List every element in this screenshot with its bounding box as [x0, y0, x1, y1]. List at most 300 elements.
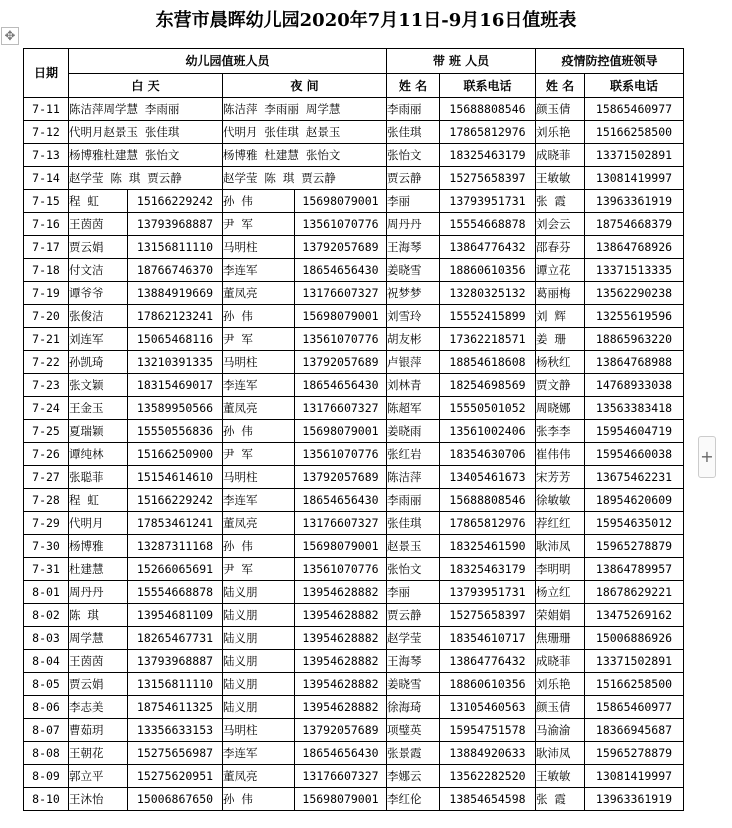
leader-phone-cell: 15275658397	[440, 167, 536, 190]
leader-phone-cell: 13864776432	[440, 650, 536, 673]
day-staff-phone: 13356633153	[128, 719, 223, 742]
epidemic-name-cell: 徐敏敏	[536, 489, 585, 512]
epidemic-name-cell: 王敏敏	[536, 765, 585, 788]
leader-name-cell: 贾云静	[387, 167, 440, 190]
night-staff-name: 陆义朋	[223, 581, 295, 604]
table-row	[24, 144, 684, 167]
day-staff-name: 陈 琪	[69, 604, 128, 627]
day-staff-name: 贾云娟	[69, 236, 128, 259]
leader-name-cell: 周丹丹	[387, 213, 440, 236]
night-staff-phone: 18654656430	[295, 259, 387, 282]
day-staff-name: 张文颖	[69, 374, 128, 397]
day-staff-name: 王金玉	[69, 397, 128, 420]
day-staff-cell: 杨博雅杜建慧 张怡文	[69, 144, 223, 167]
night-staff-name: 陆义朋	[223, 696, 295, 719]
night-staff-phone: 15698079001	[295, 420, 387, 443]
day-staff-cell: 代明月赵景玉 张佳琪	[69, 121, 223, 144]
epidemic-phone-cell: 15006886926	[585, 627, 684, 650]
night-staff-name: 李连军	[223, 259, 295, 282]
day-staff-name: 李志美	[69, 696, 128, 719]
epidemic-phone-cell: 13864789957	[585, 558, 684, 581]
epidemic-name-cell: 刘 辉	[536, 305, 585, 328]
table-row	[24, 765, 684, 788]
night-staff-phone: 13792057689	[295, 236, 387, 259]
epidemic-phone-cell: 18678629221	[585, 581, 684, 604]
table-row	[24, 121, 684, 144]
night-staff-phone: 15698079001	[295, 788, 387, 811]
date-cell: 8-04	[24, 650, 69, 673]
epidemic-phone-cell: 13081419997	[585, 167, 684, 190]
day-staff-phone: 15166229242	[128, 190, 223, 213]
night-staff-phone: 13954628882	[295, 581, 387, 604]
header-leader-name: 姓 名	[387, 74, 440, 98]
table-row	[24, 788, 684, 811]
leader-name-cell: 姜晓雪	[387, 259, 440, 282]
leader-name-cell: 张佳琪	[387, 121, 440, 144]
leader-phone-cell: 18860610356	[440, 259, 536, 282]
epidemic-phone-cell: 15954604719	[585, 420, 684, 443]
epidemic-name-cell: 周晓娜	[536, 397, 585, 420]
date-cell: 8-08	[24, 742, 69, 765]
table-row	[24, 650, 684, 673]
leader-phone-cell: 18354630706	[440, 443, 536, 466]
leader-phone-cell: 15550501052	[440, 397, 536, 420]
epidemic-name-cell: 马渝渝	[536, 719, 585, 742]
table-row	[24, 443, 684, 466]
date-cell: 8-09	[24, 765, 69, 788]
leader-phone-cell: 13561002406	[440, 420, 536, 443]
day-staff-cell: 陈洁萍周学慧 李雨丽	[69, 98, 223, 121]
epidemic-phone-cell: 13371502891	[585, 144, 684, 167]
epidemic-phone-cell: 15865460977	[585, 696, 684, 719]
night-staff-phone: 18654656430	[295, 742, 387, 765]
day-staff-phone: 13589950566	[128, 397, 223, 420]
leader-name-cell: 李雨丽	[387, 98, 440, 121]
epidemic-phone-cell: 13475269162	[585, 604, 684, 627]
header-epidemic-name: 姓 名	[536, 74, 585, 98]
day-staff-phone: 15065468116	[128, 328, 223, 351]
day-staff-name: 张俊洁	[69, 305, 128, 328]
night-staff-name: 董凤亮	[223, 512, 295, 535]
table-row	[24, 282, 684, 305]
date-cell: 7-22	[24, 351, 69, 374]
epidemic-name-cell: 成晓菲	[536, 650, 585, 673]
night-staff-phone: 13176607327	[295, 282, 387, 305]
night-staff-name: 孙 伟	[223, 420, 295, 443]
leader-phone-cell: 17865812976	[440, 512, 536, 535]
leader-phone-cell: 18354610717	[440, 627, 536, 650]
epidemic-name-cell: 杨秋红	[536, 351, 585, 374]
night-staff-phone: 18654656430	[295, 489, 387, 512]
leader-name-cell: 贾云静	[387, 604, 440, 627]
day-staff-phone: 15266065691	[128, 558, 223, 581]
day-staff-phone: 13287311168	[128, 535, 223, 558]
date-cell: 7-29	[24, 512, 69, 535]
night-staff-name: 孙 伟	[223, 788, 295, 811]
day-staff-phone: 13954681109	[128, 604, 223, 627]
epidemic-name-cell: 张李李	[536, 420, 585, 443]
day-staff-name: 贾云娟	[69, 673, 128, 696]
date-cell: 7-25	[24, 420, 69, 443]
date-cell: 8-07	[24, 719, 69, 742]
leader-phone-cell: 15688808546	[440, 489, 536, 512]
night-staff-name: 孙 伟	[223, 535, 295, 558]
day-staff-name: 郭立平	[69, 765, 128, 788]
date-cell: 8-01	[24, 581, 69, 604]
epidemic-name-cell: 王敏敏	[536, 167, 585, 190]
add-column-icon[interactable]: +	[698, 436, 716, 478]
leader-name-cell: 张怡文	[387, 144, 440, 167]
leader-name-cell: 赵学莹	[387, 627, 440, 650]
leader-name-cell: 祝梦梦	[387, 282, 440, 305]
day-staff-cell: 赵学莹 陈 琪 贾云静	[69, 167, 223, 190]
leader-phone-cell: 13562282520	[440, 765, 536, 788]
night-staff-phone: 18654656430	[295, 374, 387, 397]
table-row	[24, 558, 684, 581]
epidemic-phone-cell: 13081419997	[585, 765, 684, 788]
date-cell: 7-21	[24, 328, 69, 351]
table-move-handle-icon[interactable]: ✥	[1, 27, 19, 45]
leader-phone-cell: 18860610356	[440, 673, 536, 696]
table-row	[24, 627, 684, 650]
night-staff-phone: 13954628882	[295, 673, 387, 696]
leader-name-cell: 张怡文	[387, 558, 440, 581]
night-staff-phone: 13561070776	[295, 443, 387, 466]
table-row	[24, 466, 684, 489]
leader-name-cell: 李娜云	[387, 765, 440, 788]
day-staff-name: 谭纯林	[69, 443, 128, 466]
header-date: 日期	[24, 49, 69, 98]
night-staff-phone: 13561070776	[295, 558, 387, 581]
night-staff-name: 李连军	[223, 742, 295, 765]
day-staff-phone: 15006867650	[128, 788, 223, 811]
night-staff-cell: 赵学莹 陈 琪 贾云静	[223, 167, 387, 190]
date-cell: 7-20	[24, 305, 69, 328]
date-cell: 8-10	[24, 788, 69, 811]
day-staff-phone: 18265467731	[128, 627, 223, 650]
leader-phone-cell: 13105460563	[440, 696, 536, 719]
epidemic-phone-cell: 15865460977	[585, 98, 684, 121]
night-staff-name: 李连军	[223, 374, 295, 397]
table-row	[24, 489, 684, 512]
night-staff-phone: 13954628882	[295, 650, 387, 673]
night-staff-phone: 13792057689	[295, 351, 387, 374]
date-cell: 8-05	[24, 673, 69, 696]
night-staff-name: 陆义朋	[223, 673, 295, 696]
epidemic-name-cell: 焦珊珊	[536, 627, 585, 650]
table-row	[24, 328, 684, 351]
epidemic-phone-cell: 14768933038	[585, 374, 684, 397]
day-staff-phone: 15554668878	[128, 581, 223, 604]
date-cell: 7-17	[24, 236, 69, 259]
leader-name-cell: 李红伦	[387, 788, 440, 811]
leader-phone-cell: 17865812976	[440, 121, 536, 144]
table-row	[24, 420, 684, 443]
day-staff-name: 张聪菲	[69, 466, 128, 489]
table-row	[24, 673, 684, 696]
header-kindergarten-staff: 幼儿园值班人员	[69, 49, 387, 74]
epidemic-name-cell: 谭立花	[536, 259, 585, 282]
epidemic-phone-cell: 15166258500	[585, 121, 684, 144]
leader-phone-cell: 13405461673	[440, 466, 536, 489]
leader-name-cell: 胡友彬	[387, 328, 440, 351]
epidemic-name-cell: 姜 珊	[536, 328, 585, 351]
leader-name-cell: 刘林青	[387, 374, 440, 397]
epidemic-phone-cell: 13371513335	[585, 259, 684, 282]
leader-name-cell: 王海琴	[387, 236, 440, 259]
epidemic-name-cell: 葛丽梅	[536, 282, 585, 305]
day-staff-name: 杨博雅	[69, 535, 128, 558]
leader-phone-cell: 15554668878	[440, 213, 536, 236]
epidemic-phone-cell: 18954620609	[585, 489, 684, 512]
leader-phone-cell: 13793951731	[440, 190, 536, 213]
epidemic-name-cell: 杨立红	[536, 581, 585, 604]
epidemic-phone-cell: 13864768926	[585, 236, 684, 259]
leader-phone-cell: 15552415899	[440, 305, 536, 328]
leader-name-cell: 陈超军	[387, 397, 440, 420]
epidemic-phone-cell: 15954660038	[585, 443, 684, 466]
day-staff-phone: 15275656987	[128, 742, 223, 765]
table-row	[24, 742, 684, 765]
day-staff-name: 王沐怡	[69, 788, 128, 811]
header-night: 夜 间	[223, 74, 387, 98]
date-cell: 8-02	[24, 604, 69, 627]
leader-name-cell: 项璧英	[387, 719, 440, 742]
day-staff-phone: 15166250900	[128, 443, 223, 466]
duty-table-body	[24, 98, 684, 811]
epidemic-phone-cell: 13562290238	[585, 282, 684, 305]
date-cell: 7-14	[24, 167, 69, 190]
night-staff-name: 董凤亮	[223, 282, 295, 305]
day-staff-name: 刘连军	[69, 328, 128, 351]
leader-name-cell: 姜晓雨	[387, 420, 440, 443]
table-row	[24, 512, 684, 535]
night-staff-name: 尹 军	[223, 213, 295, 236]
table-row	[24, 719, 684, 742]
date-cell: 7-24	[24, 397, 69, 420]
night-staff-phone: 13792057689	[295, 719, 387, 742]
date-cell: 7-13	[24, 144, 69, 167]
leader-name-cell: 张佳琪	[387, 512, 440, 535]
epidemic-name-cell: 张 霞	[536, 190, 585, 213]
leader-name-cell: 李丽	[387, 581, 440, 604]
day-staff-name: 曹茹玥	[69, 719, 128, 742]
leader-name-cell: 李雨丽	[387, 489, 440, 512]
leader-name-cell: 李丽	[387, 190, 440, 213]
day-staff-phone: 13210391335	[128, 351, 223, 374]
leader-phone-cell: 15275658397	[440, 604, 536, 627]
epidemic-name-cell: 宋芳芳	[536, 466, 585, 489]
night-staff-cell: 杨博雅 杜建慧 张怡文	[223, 144, 387, 167]
epidemic-phone-cell: 15965278879	[585, 742, 684, 765]
day-staff-phone: 15166229242	[128, 489, 223, 512]
epidemic-phone-cell: 18754668379	[585, 213, 684, 236]
leader-name-cell: 王海琴	[387, 650, 440, 673]
header-epidemic-leader: 疫情防控值班领导	[536, 49, 684, 74]
date-cell: 8-06	[24, 696, 69, 719]
table-row	[24, 397, 684, 420]
day-staff-name: 代明月	[69, 512, 128, 535]
table-row	[24, 167, 684, 190]
date-cell: 7-16	[24, 213, 69, 236]
night-staff-phone: 13792057689	[295, 466, 387, 489]
date-cell: 7-28	[24, 489, 69, 512]
night-staff-phone: 13954628882	[295, 696, 387, 719]
date-cell: 8-03	[24, 627, 69, 650]
night-staff-phone: 15698079001	[295, 190, 387, 213]
night-staff-phone: 13954628882	[295, 604, 387, 627]
epidemic-name-cell: 耿沛凤	[536, 535, 585, 558]
leader-name-cell: 赵景玉	[387, 535, 440, 558]
day-staff-phone: 13793968887	[128, 213, 223, 236]
day-staff-phone: 13156811110	[128, 236, 223, 259]
day-staff-name: 孙凯琦	[69, 351, 128, 374]
night-staff-name: 董凤亮	[223, 397, 295, 420]
leader-phone-cell: 17362218571	[440, 328, 536, 351]
day-staff-name: 周丹丹	[69, 581, 128, 604]
night-staff-phone: 13176607327	[295, 512, 387, 535]
day-staff-name: 程 虹	[69, 489, 128, 512]
epidemic-name-cell: 颜玉倩	[536, 696, 585, 719]
night-staff-name: 马明柱	[223, 466, 295, 489]
table-row	[24, 236, 684, 259]
epidemic-name-cell: 刘乐艳	[536, 673, 585, 696]
epidemic-phone-cell: 13371502891	[585, 650, 684, 673]
date-cell: 7-23	[24, 374, 69, 397]
header-leader: 带 班 人员	[387, 49, 536, 74]
night-staff-name: 尹 军	[223, 443, 295, 466]
day-staff-phone: 18766746370	[128, 259, 223, 282]
day-staff-name: 周学慧	[69, 627, 128, 650]
epidemic-phone-cell: 13675462231	[585, 466, 684, 489]
page-title: 东营市晨晖幼儿园2020年7月11日-9月16日值班表	[155, 10, 577, 31]
epidemic-name-cell: 刘乐艳	[536, 121, 585, 144]
epidemic-phone-cell: 13963361919	[585, 190, 684, 213]
night-staff-name: 尹 军	[223, 558, 295, 581]
header-epidemic-phone: 联系电话	[585, 74, 684, 98]
table-row	[24, 374, 684, 397]
night-staff-name: 陆义朋	[223, 650, 295, 673]
epidemic-name-cell: 邵春芬	[536, 236, 585, 259]
date-cell: 7-15	[24, 190, 69, 213]
day-staff-phone: 15154614610	[128, 466, 223, 489]
day-staff-phone: 15275620951	[128, 765, 223, 788]
leader-name-cell: 张红岩	[387, 443, 440, 466]
night-staff-phone: 13561070776	[295, 213, 387, 236]
night-staff-name: 陆义朋	[223, 604, 295, 627]
night-staff-phone: 13561070776	[295, 328, 387, 351]
day-staff-phone: 17853461241	[128, 512, 223, 535]
night-staff-name: 陆义朋	[223, 627, 295, 650]
epidemic-name-cell: 崔伟伟	[536, 443, 585, 466]
table-row	[24, 351, 684, 374]
date-cell: 7-18	[24, 259, 69, 282]
night-staff-phone: 13954628882	[295, 627, 387, 650]
leader-phone-cell: 18325463179	[440, 144, 536, 167]
epidemic-name-cell: 荣娟娟	[536, 604, 585, 627]
epidemic-phone-cell: 13963361919	[585, 788, 684, 811]
table-row	[24, 305, 684, 328]
epidemic-name-cell: 刘会云	[536, 213, 585, 236]
epidemic-phone-cell: 18865963220	[585, 328, 684, 351]
table-row	[24, 696, 684, 719]
epidemic-phone-cell: 18366945687	[585, 719, 684, 742]
epidemic-name-cell: 李明明	[536, 558, 585, 581]
epidemic-phone-cell: 13864768988	[585, 351, 684, 374]
night-staff-name: 尹 军	[223, 328, 295, 351]
leader-name-cell: 刘雪玲	[387, 305, 440, 328]
leader-phone-cell: 18254698569	[440, 374, 536, 397]
leader-phone-cell: 13280325132	[440, 282, 536, 305]
day-staff-name: 王朝花	[69, 742, 128, 765]
date-cell: 7-26	[24, 443, 69, 466]
day-staff-name: 程 虹	[69, 190, 128, 213]
epidemic-name-cell: 颜玉倩	[536, 98, 585, 121]
night-staff-name: 马明柱	[223, 719, 295, 742]
night-staff-cell: 陈洁萍 李雨丽 周学慧	[223, 98, 387, 121]
day-staff-name: 夏瑞颖	[69, 420, 128, 443]
leader-name-cell: 卢银萍	[387, 351, 440, 374]
date-cell: 7-30	[24, 535, 69, 558]
table-row	[24, 98, 684, 121]
header-leader-phone: 联系电话	[440, 74, 536, 98]
day-staff-phone: 17862123241	[128, 305, 223, 328]
day-staff-name: 王茵茵	[69, 213, 128, 236]
leader-name-cell: 张景霞	[387, 742, 440, 765]
table-row	[24, 604, 684, 627]
epidemic-name-cell: 成晓菲	[536, 144, 585, 167]
day-staff-phone: 15550556836	[128, 420, 223, 443]
date-cell: 7-27	[24, 466, 69, 489]
night-staff-name: 马明柱	[223, 236, 295, 259]
leader-name-cell: 陈洁萍	[387, 466, 440, 489]
day-staff-phone: 13793968887	[128, 650, 223, 673]
leader-phone-cell: 18325463179	[440, 558, 536, 581]
table-row	[24, 581, 684, 604]
date-cell: 7-11	[24, 98, 69, 121]
day-staff-name: 付文洁	[69, 259, 128, 282]
duty-table	[23, 48, 684, 811]
epidemic-phone-cell: 13255619596	[585, 305, 684, 328]
table-row	[24, 213, 684, 236]
leader-phone-cell: 13793951731	[440, 581, 536, 604]
table-row	[24, 535, 684, 558]
epidemic-name-cell: 张 霞	[536, 788, 585, 811]
table-row	[24, 190, 684, 213]
night-staff-phone: 13176607327	[295, 397, 387, 420]
night-staff-name: 孙 伟	[223, 305, 295, 328]
date-cell: 7-12	[24, 121, 69, 144]
day-staff-phone: 13156811110	[128, 673, 223, 696]
header-day: 白 天	[69, 74, 223, 98]
epidemic-name-cell: 荐红红	[536, 512, 585, 535]
table-row	[24, 259, 684, 282]
leader-phone-cell: 18854618608	[440, 351, 536, 374]
day-staff-name: 王茵茵	[69, 650, 128, 673]
leader-phone-cell: 13884920633	[440, 742, 536, 765]
epidemic-name-cell: 贾文静	[536, 374, 585, 397]
date-cell: 7-19	[24, 282, 69, 305]
epidemic-phone-cell: 15965278879	[585, 535, 684, 558]
day-staff-phone: 18315469017	[128, 374, 223, 397]
day-staff-phone: 18754611325	[128, 696, 223, 719]
leader-phone-cell: 15688808546	[440, 98, 536, 121]
night-staff-phone: 13176607327	[295, 765, 387, 788]
leader-phone-cell: 18325461590	[440, 535, 536, 558]
epidemic-phone-cell: 13563383418	[585, 397, 684, 420]
epidemic-phone-cell: 15954635012	[585, 512, 684, 535]
leader-name-cell: 姜晓雪	[387, 673, 440, 696]
